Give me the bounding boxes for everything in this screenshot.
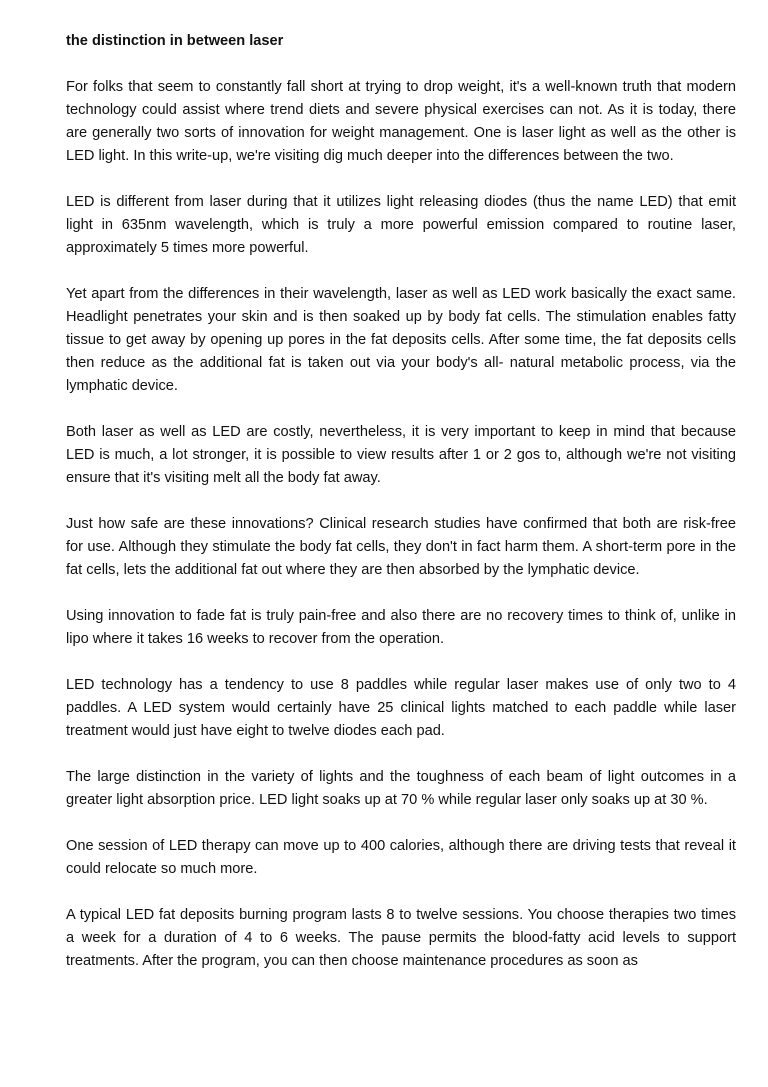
paragraph: Just how safe are these innovations? Clinical research studies have confirmed that both are risk-free for use. Although they stimulate the body fat cells, they don't in fact harm them. A short-term pore in the fat cells, lets the additional fat out where they are then absorbed by the lymphatic device. [66, 516, 736, 578]
paragraph: One session of LED therapy can move up to 400 calories, although there are driving tests that reveal it could relocate so much more. [66, 838, 736, 877]
paragraph: For folks that seem to constantly fall short at trying to drop weight, it's a well-known truth that modern technology could assist where trend diets and severe physical exercises can not. As it is today, there are generally two sorts of innovation for weight management. One is laser light as well as the other is LED light. In this write-up, we're visiting dig much deeper into the differences between the two. [66, 79, 736, 164]
paragraph: A typical LED fat deposits burning program lasts 8 to twelve sessions. You choose therapies two times a week for a duration of 4 to 6 weeks. The pause permits the blood-fatty acid levels to support treatments. After the program, you can then choose maintenance procedures as soon as [66, 907, 736, 969]
paragraph: LED technology has a tendency to use 8 paddles while regular laser makes use of only two to 4 paddles. A LED system would certainly have 25 clinical lights matched to each paddle while laser treatment would just have eight to twelve diodes each pad. [66, 677, 736, 739]
paragraph: Yet apart from the differences in their wavelength, laser as well as LED work basically the exact same. Headlight penetrates your skin and is then soaked up by body fat cells. The stimulation enables fatty tissue to get away by opening up pores in the fat deposits cells. After some time, the fat deposits cells then reduce as the additional fat is taken out via your body's all- natural metabolic process, via the lymphatic device. [66, 286, 736, 394]
paragraph: LED is different from laser during that it utilizes light releasing diodes (thus the name LED) that emit light in 635nm wavelength, which is truly a more powerful emission compared to routine laser, approximately 5 times more powerful. [66, 194, 736, 256]
paragraph: The large distinction in the variety of lights and the toughness of each beam of light outcomes in a greater light absorption price. LED light soaks up at 70 % while regular laser only soaks up at 30 %. [66, 769, 736, 808]
document-title: the distinction in between laser [66, 33, 284, 49]
paragraph: Both laser as well as LED are costly, nevertheless, it is very important to keep in mind that because LED is much, a lot stronger, it is possible to view results after 1 or 2 gos to, although we're not visiting ensure that it's visiting melt all the body fat away. [66, 424, 736, 486]
document-page [66, 30, 736, 996]
paragraph: Using innovation to fade fat is truly pain-free and also there are no recovery times to think of, unlike in lipo where it takes 16 weeks to recover from the operation. [66, 608, 736, 647]
